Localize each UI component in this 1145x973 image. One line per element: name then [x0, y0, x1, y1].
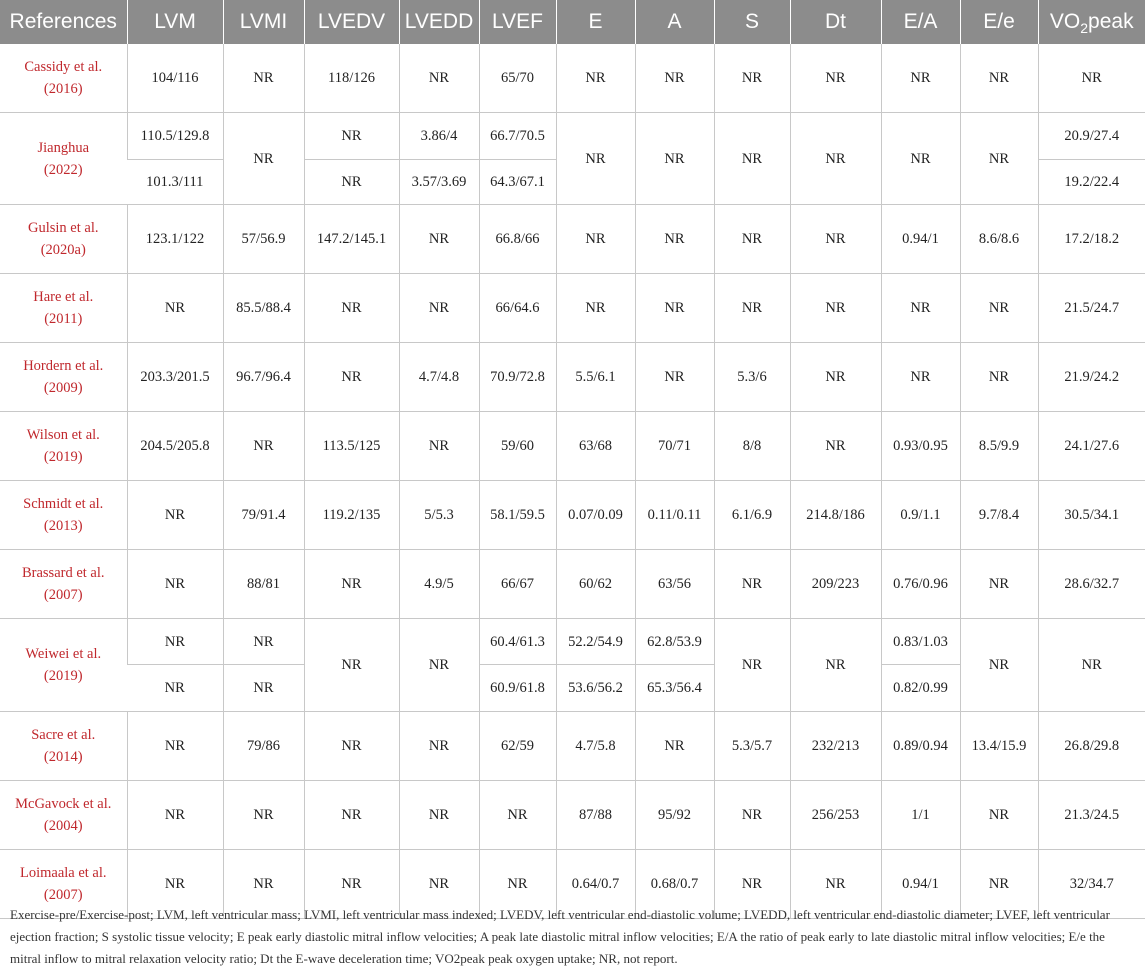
- value-cell: 28.6/32.7: [1038, 550, 1145, 619]
- value-cell: 8.5/9.9: [960, 412, 1038, 481]
- value-cell: NR: [635, 113, 714, 205]
- value-cell: NR: [223, 44, 304, 113]
- value-cell: 0.94/1: [881, 205, 960, 274]
- value-cell: NR: [304, 712, 399, 781]
- value-cell: 62/59: [479, 712, 556, 781]
- value-cell: 0.9/1.1: [881, 481, 960, 550]
- value-cell: 0.68/0.7: [635, 850, 714, 919]
- value-cell: 21.3/24.5: [1038, 781, 1145, 850]
- value-cell: NR: [399, 781, 479, 850]
- value-cell: 4.7/4.8: [399, 343, 479, 412]
- value-cell: 52.2/54.9: [556, 619, 635, 665]
- value-cell: NR: [304, 343, 399, 412]
- value-cell: 5.3/5.7: [714, 712, 790, 781]
- value-cell: 64.3/67.1: [479, 160, 556, 205]
- value-cell: NR: [223, 412, 304, 481]
- value-cell: NR: [960, 619, 1038, 712]
- value-cell: 87/88: [556, 781, 635, 850]
- value-cell: 66/64.6: [479, 274, 556, 343]
- value-cell: NR: [714, 619, 790, 712]
- value-cell: NR: [223, 850, 304, 919]
- value-cell: NR: [304, 274, 399, 343]
- value-cell: NR: [714, 274, 790, 343]
- col-header-vo2peak: $VO_2peak$: [1038, 0, 1145, 44]
- value-cell: 4.9/5: [399, 550, 479, 619]
- value-cell: NR: [960, 343, 1038, 412]
- value-cell: NR: [223, 665, 304, 712]
- reference-cell: Jianghua (2022): [0, 113, 127, 205]
- value-cell: 0.89/0.94: [881, 712, 960, 781]
- reference-cell: Cassidy et al. (2016): [0, 44, 127, 113]
- value-cell: NR: [635, 343, 714, 412]
- value-cell: NR: [714, 781, 790, 850]
- value-cell: NR: [881, 44, 960, 113]
- value-cell: NR: [556, 274, 635, 343]
- col-header: E/e: [960, 0, 1038, 44]
- col-header: E/A: [881, 0, 960, 44]
- value-cell: NR: [714, 113, 790, 205]
- reference-cell: Sacre et al. (2014): [0, 712, 127, 781]
- value-cell: NR: [1038, 619, 1145, 712]
- reference-cell: Schmidt et al. (2013): [0, 481, 127, 550]
- value-cell: NR: [399, 850, 479, 919]
- table-row: [0, 781, 1145, 850]
- table-row: [0, 274, 1145, 343]
- value-cell: 3.57/3.69: [399, 160, 479, 205]
- value-cell: NR: [127, 481, 223, 550]
- reference-cell: McGavock et al. (2004): [0, 781, 127, 850]
- reference-cell: Brassard et al. (2007): [0, 550, 127, 619]
- value-cell: 20.9/27.4: [1038, 113, 1145, 160]
- value-cell: NR: [127, 850, 223, 919]
- value-cell: NR: [399, 274, 479, 343]
- value-cell: 8/8: [714, 412, 790, 481]
- reference-cell: Weiwei et al. (2019): [0, 619, 127, 712]
- col-header: Dt: [790, 0, 881, 44]
- value-cell: 63/68: [556, 412, 635, 481]
- value-cell: NR: [223, 781, 304, 850]
- value-cell: 0.83/1.03: [881, 619, 960, 665]
- value-cell: NR: [556, 205, 635, 274]
- value-cell: 65.3/56.4: [635, 665, 714, 712]
- value-cell: NR: [556, 44, 635, 113]
- value-cell: 0.94/1: [881, 850, 960, 919]
- value-cell: NR: [127, 665, 223, 712]
- value-cell: 104/116: [127, 44, 223, 113]
- value-cell: NR: [790, 850, 881, 919]
- table-row: [0, 412, 1145, 481]
- value-cell: NR: [714, 850, 790, 919]
- value-cell: NR: [790, 113, 881, 205]
- value-cell: 232/213: [790, 712, 881, 781]
- value-cell: NR: [960, 113, 1038, 205]
- value-cell: 6.1/6.9: [714, 481, 790, 550]
- value-cell: NR: [960, 550, 1038, 619]
- table-row: [0, 113, 1145, 160]
- value-cell: NR: [127, 781, 223, 850]
- value-cell: NR: [790, 274, 881, 343]
- col-header: LVMI: [223, 0, 304, 44]
- value-cell: NR: [556, 113, 635, 205]
- value-cell: 256/253: [790, 781, 881, 850]
- value-cell: 79/91.4: [223, 481, 304, 550]
- value-cell: 19.2/22.4: [1038, 160, 1145, 205]
- value-cell: NR: [399, 412, 479, 481]
- value-cell: NR: [960, 781, 1038, 850]
- value-cell: NR: [714, 550, 790, 619]
- value-cell: 8.6/8.6: [960, 205, 1038, 274]
- table-row: [0, 44, 1145, 113]
- value-cell: 0.82/0.99: [881, 665, 960, 712]
- value-cell: NR: [635, 205, 714, 274]
- value-cell: 13.4/15.9: [960, 712, 1038, 781]
- col-header: LVEDV: [304, 0, 399, 44]
- value-cell: NR: [304, 550, 399, 619]
- header-row: [0, 0, 1145, 44]
- col-header: E: [556, 0, 635, 44]
- value-cell: 17.2/18.2: [1038, 205, 1145, 274]
- value-cell: NR: [790, 44, 881, 113]
- value-cell: 5.3/6: [714, 343, 790, 412]
- value-cell: NR: [304, 781, 399, 850]
- value-cell: 110.5/129.8: [127, 113, 223, 160]
- value-cell: 118/126: [304, 44, 399, 113]
- value-cell: NR: [399, 619, 479, 712]
- col-header: A: [635, 0, 714, 44]
- reference-cell: Hare et al. (2011): [0, 274, 127, 343]
- value-cell: NR: [881, 343, 960, 412]
- value-cell: 53.6/56.2: [556, 665, 635, 712]
- value-cell: NR: [960, 850, 1038, 919]
- value-cell: NR: [304, 850, 399, 919]
- table-row: [0, 619, 1145, 665]
- value-cell: 24.1/27.6: [1038, 412, 1145, 481]
- value-cell: NR: [223, 113, 304, 205]
- value-cell: 59/60: [479, 412, 556, 481]
- value-cell: NR: [399, 205, 479, 274]
- value-cell: 0.93/0.95: [881, 412, 960, 481]
- value-cell: NR: [127, 619, 223, 665]
- reference-cell: Gulsin et al. (2020a): [0, 205, 127, 274]
- value-cell: NR: [479, 781, 556, 850]
- value-cell: 95/92: [635, 781, 714, 850]
- value-cell: 66.7/70.5: [479, 113, 556, 160]
- value-cell: 30.5/34.1: [1038, 481, 1145, 550]
- table-footnote: Exercise-pre/Exercise-post; LVM, left ventricular mass; LVMI, left ventricular mass indexed; LVEDV, left ventricular end-diastolic volume; LVEDD, left ventricular end-diastolic diameter; LVEF, left ventricular ejection fraction; S systolic tissue velocity; E peak early diastolic mitral inflow velocities; A peak late diastolic mitral inflow velocities; E/A the ratio of peak early to late diastolic mitral inflow velocities; E/e the mitral inflow to mitral relaxation velocity ratio; Dt the E-wave deceleration time; VO2peak peak oxygen uptake; NR, not report.: [10, 907, 1110, 966]
- table-row: [0, 205, 1145, 274]
- value-cell: NR: [399, 44, 479, 113]
- value-cell: NR: [960, 274, 1038, 343]
- reference-cell: Loimaala et al. (2007): [0, 850, 127, 919]
- value-cell: 85.5/88.4: [223, 274, 304, 343]
- value-cell: NR: [399, 712, 479, 781]
- col-header: S: [714, 0, 790, 44]
- value-cell: 60.9/61.8: [479, 665, 556, 712]
- value-cell: 9.7/8.4: [960, 481, 1038, 550]
- value-cell: 63/56: [635, 550, 714, 619]
- value-cell: 0.76/0.96: [881, 550, 960, 619]
- value-cell: 88/81: [223, 550, 304, 619]
- value-cell: 209/223: [790, 550, 881, 619]
- value-cell: 5/5.3: [399, 481, 479, 550]
- value-cell: NR: [127, 274, 223, 343]
- value-cell: 203.3/201.5: [127, 343, 223, 412]
- value-cell: 65/70: [479, 44, 556, 113]
- value-cell: NR: [127, 550, 223, 619]
- value-cell: NR: [714, 205, 790, 274]
- value-cell: 96.7/96.4: [223, 343, 304, 412]
- value-cell: NR: [790, 412, 881, 481]
- value-cell: NR: [304, 619, 399, 712]
- value-cell: 147.2/145.1: [304, 205, 399, 274]
- value-cell: 58.1/59.5: [479, 481, 556, 550]
- value-cell: 66/67: [479, 550, 556, 619]
- value-cell: 0.64/0.7: [556, 850, 635, 919]
- value-cell: 57/56.9: [223, 205, 304, 274]
- value-cell: NR: [960, 44, 1038, 113]
- value-cell: 32/34.7: [1038, 850, 1145, 919]
- value-cell: 214.8/186: [790, 481, 881, 550]
- value-cell: 70.9/72.8: [479, 343, 556, 412]
- value-cell: NR: [790, 205, 881, 274]
- value-cell: 123.1/122: [127, 205, 223, 274]
- value-cell: NR: [223, 619, 304, 665]
- reference-cell: Wilson et al. (2019): [0, 412, 127, 481]
- col-header: LVM: [127, 0, 223, 44]
- value-cell: 66.8/66: [479, 205, 556, 274]
- value-cell: NR: [790, 619, 881, 712]
- value-cell: 60/62: [556, 550, 635, 619]
- value-cell: 21.5/24.7: [1038, 274, 1145, 343]
- value-cell: 4.7/5.8: [556, 712, 635, 781]
- value-cell: NR: [881, 113, 960, 205]
- value-cell: NR: [881, 274, 960, 343]
- reference-cell: Hordern et al. (2009): [0, 343, 127, 412]
- table-row: [0, 550, 1145, 619]
- value-cell: NR: [635, 712, 714, 781]
- value-cell: NR: [635, 44, 714, 113]
- value-cell: 113.5/125: [304, 412, 399, 481]
- value-cell: 3.86/4: [399, 113, 479, 160]
- table-row: [0, 712, 1145, 781]
- value-cell: NR: [304, 160, 399, 205]
- value-cell: NR: [1038, 44, 1145, 113]
- value-cell: 119.2/135: [304, 481, 399, 550]
- value-cell: 0.11/0.11: [635, 481, 714, 550]
- col-header: LVEF: [479, 0, 556, 44]
- value-cell: NR: [714, 44, 790, 113]
- value-cell: NR: [635, 274, 714, 343]
- value-cell: 204.5/205.8: [127, 412, 223, 481]
- col-header: LVEDD: [399, 0, 479, 44]
- value-cell: 70/71: [635, 412, 714, 481]
- value-cell: NR: [127, 712, 223, 781]
- value-cell: 60.4/61.3: [479, 619, 556, 665]
- value-cell: NR: [790, 343, 881, 412]
- value-cell: 5.5/6.1: [556, 343, 635, 412]
- value-cell: NR: [479, 850, 556, 919]
- col-header: References: [0, 0, 127, 44]
- value-cell: 62.8/53.9: [635, 619, 714, 665]
- table-row: [0, 481, 1145, 550]
- value-cell: 26.8/29.8: [1038, 712, 1145, 781]
- table-row: [0, 343, 1145, 412]
- value-cell: NR: [304, 113, 399, 160]
- value-cell: 79/86: [223, 712, 304, 781]
- value-cell: 101.3/111: [127, 160, 223, 205]
- value-cell: 21.9/24.2: [1038, 343, 1145, 412]
- value-cell: 0.07/0.09: [556, 481, 635, 550]
- value-cell: 1/1: [881, 781, 960, 850]
